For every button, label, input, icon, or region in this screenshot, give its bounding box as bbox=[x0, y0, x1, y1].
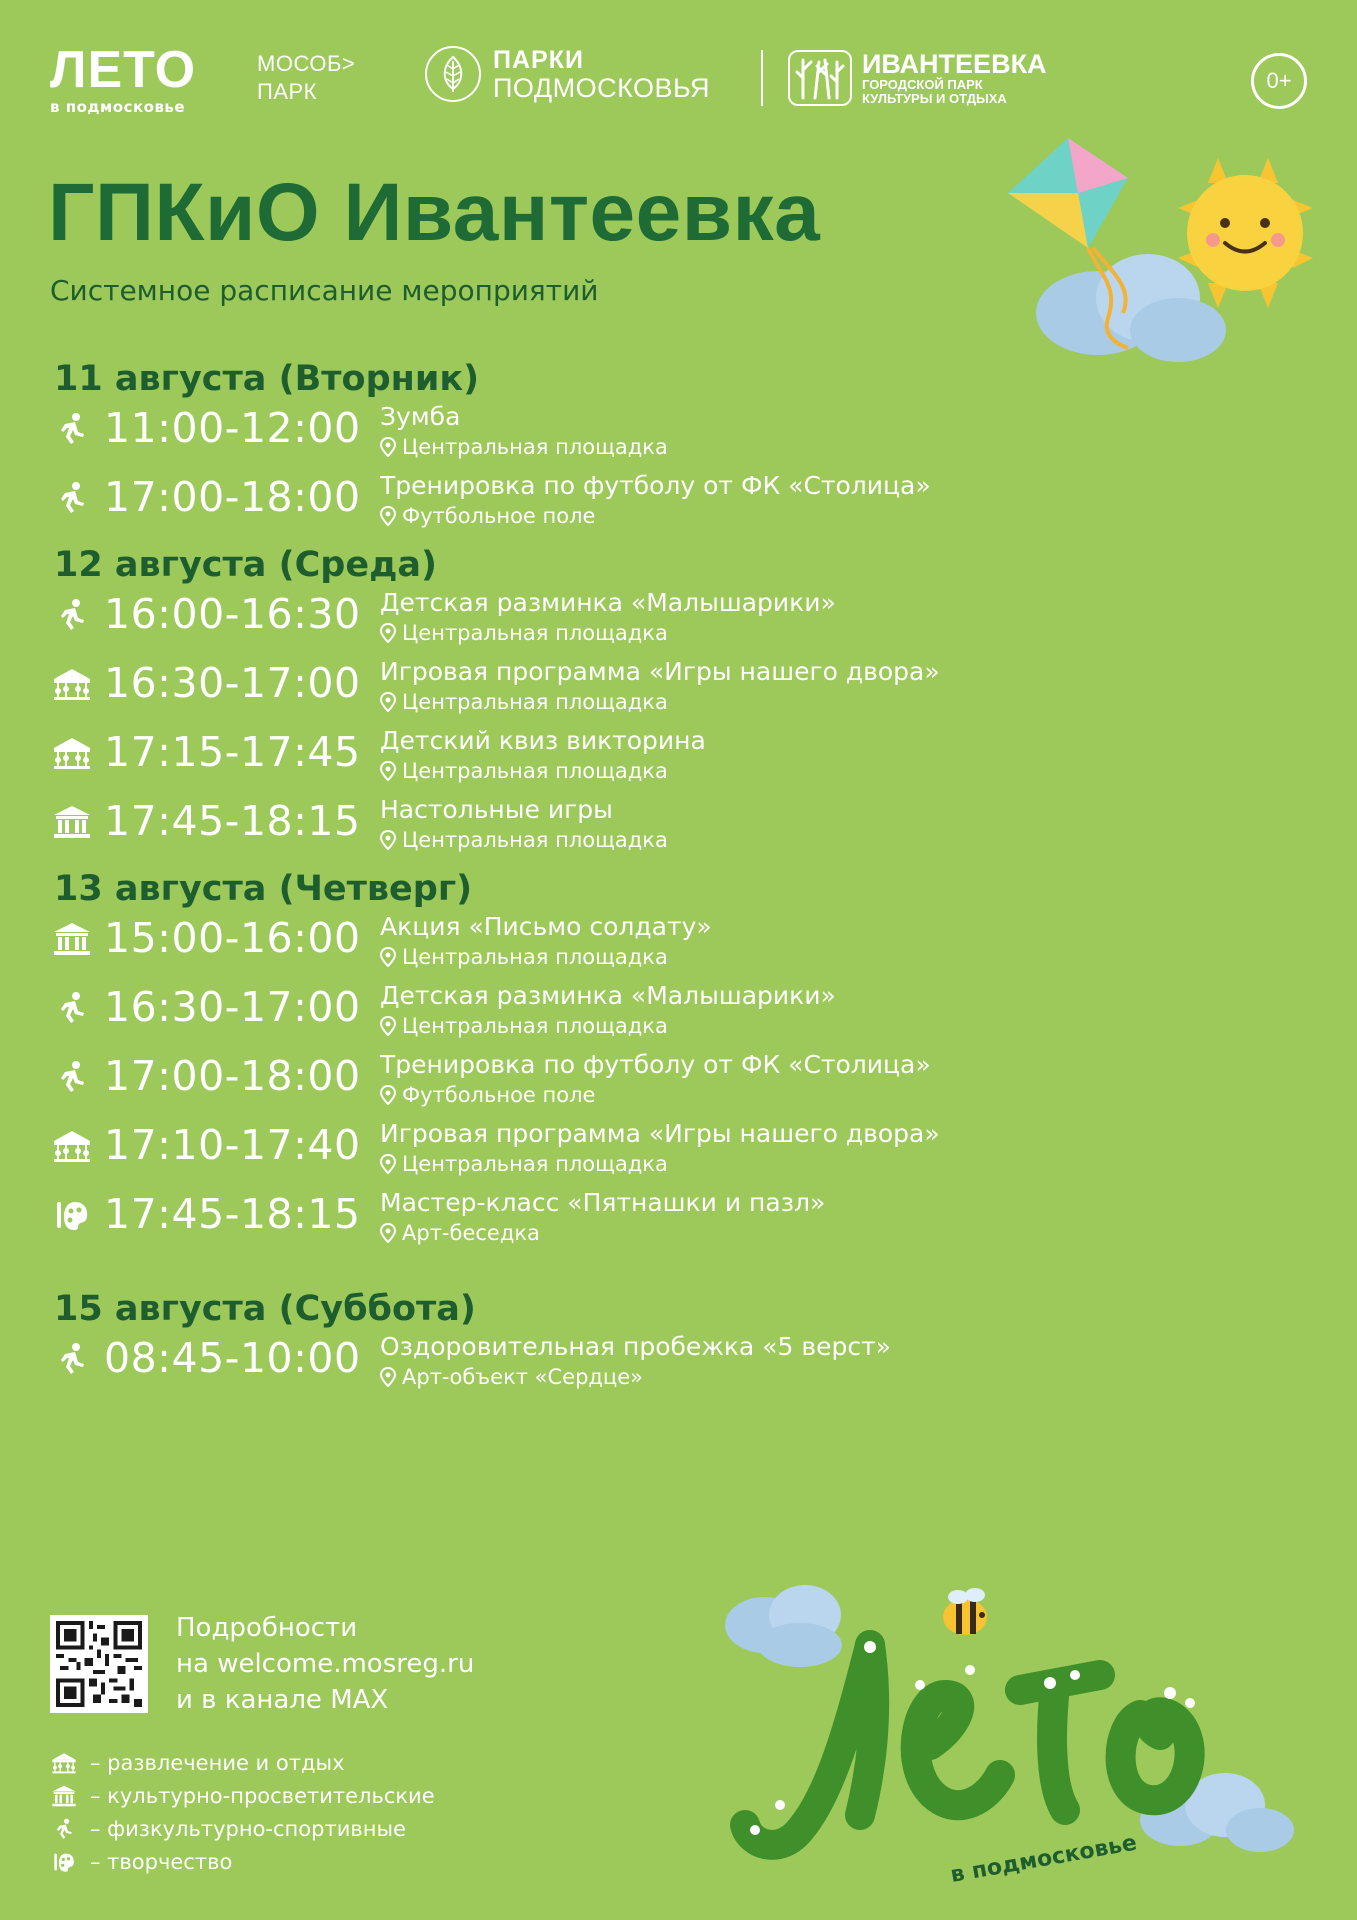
running-icon bbox=[50, 480, 94, 516]
bee-icon bbox=[943, 1588, 987, 1635]
parki-line1: ПАРКИ bbox=[493, 46, 584, 74]
event-place-text: Центральная площадка bbox=[402, 828, 668, 852]
location-pin-icon bbox=[380, 1085, 396, 1105]
event-place bbox=[380, 1083, 595, 1107]
event-time: 17:45-18:15 bbox=[104, 1190, 361, 1238]
carousel-icon bbox=[50, 666, 94, 702]
kite-sun-decoration bbox=[1008, 138, 1328, 368]
event-place bbox=[380, 828, 668, 852]
legend-item bbox=[48, 1845, 435, 1878]
event-row bbox=[50, 1051, 1050, 1120]
location-pin-icon bbox=[380, 1016, 396, 1036]
event-place-text: Футбольное поле bbox=[402, 504, 596, 528]
event-row bbox=[50, 589, 1050, 658]
event-place-text: Центральная площадка bbox=[402, 759, 668, 783]
location-pin-icon bbox=[380, 1223, 396, 1243]
day-section bbox=[50, 541, 1050, 865]
event-time: 08:45-10:00 bbox=[104, 1334, 361, 1382]
more-line2[interactable]: на welcome.mosreg.ru bbox=[176, 1649, 475, 1679]
leto-logo bbox=[50, 41, 197, 116]
event-row bbox=[50, 727, 1050, 796]
mosob-line2: ПАРК bbox=[257, 79, 317, 104]
carousel-icon bbox=[50, 1128, 94, 1164]
event-place bbox=[380, 435, 668, 459]
event-place bbox=[380, 1014, 668, 1038]
event-place-text: Центральная площадка bbox=[402, 435, 668, 459]
running-icon bbox=[48, 1817, 80, 1841]
sun-icon bbox=[1178, 158, 1313, 308]
legend-text: – творчество bbox=[90, 1849, 233, 1874]
event-place-text: Арт-беседка bbox=[402, 1221, 540, 1245]
event-row bbox=[50, 472, 1050, 541]
legend bbox=[48, 1746, 435, 1878]
event-place bbox=[380, 621, 668, 645]
event-place-text: Центральная площадка bbox=[402, 690, 668, 714]
event-place bbox=[380, 690, 668, 714]
event-time: 17:45-18:15 bbox=[104, 797, 361, 845]
day-title: 13 августа (Четверг) bbox=[54, 869, 473, 909]
parki-line2: ПОДМОСКОВЬЯ bbox=[493, 73, 711, 103]
event-time: 16:00-16:30 bbox=[104, 590, 361, 638]
event-row bbox=[50, 658, 1050, 727]
event-place bbox=[380, 945, 668, 969]
event-row bbox=[50, 1189, 1050, 1267]
location-pin-icon bbox=[380, 1154, 396, 1174]
legend-text: – культурно-просветительские bbox=[90, 1783, 435, 1808]
event-name: Тренировка по футболу от ФК «Столица» bbox=[380, 1050, 931, 1079]
qr-code-image bbox=[56, 1621, 142, 1707]
running-icon bbox=[50, 1059, 94, 1095]
event-time: 15:00-16:00 bbox=[104, 914, 361, 962]
event-time: 17:15-17:45 bbox=[104, 728, 361, 776]
event-time: 17:00-18:00 bbox=[104, 1052, 361, 1100]
carousel-icon bbox=[50, 735, 94, 771]
legend-text: – развлечение и отдых bbox=[90, 1750, 345, 1775]
day-section bbox=[50, 865, 1050, 1267]
parki-logo bbox=[425, 46, 710, 102]
legend-text: – физкультурно-спортивные bbox=[90, 1816, 406, 1841]
event-row bbox=[50, 913, 1050, 982]
location-pin-icon bbox=[380, 947, 396, 967]
museum-icon bbox=[48, 1784, 80, 1808]
page-subtitle: Системное расписание мероприятий bbox=[50, 274, 599, 307]
leto-logo-sub: в подмосковье bbox=[50, 98, 186, 116]
event-name: Акция «Письмо солдату» bbox=[380, 912, 712, 941]
event-place bbox=[380, 504, 595, 528]
legend-item bbox=[48, 1779, 435, 1812]
event-time: 16:30-17:00 bbox=[104, 983, 361, 1031]
event-place-text: Центральная площадка bbox=[402, 1014, 668, 1038]
event-time: 11:00-12:00 bbox=[104, 404, 361, 452]
location-pin-icon bbox=[380, 1367, 396, 1387]
running-icon bbox=[50, 597, 94, 633]
event-name: Настольные игры bbox=[380, 795, 613, 824]
event-place bbox=[380, 759, 668, 783]
day-section bbox=[50, 355, 1050, 541]
event-row bbox=[50, 1120, 1050, 1189]
location-pin-icon bbox=[380, 692, 396, 712]
event-time: 16:30-17:00 bbox=[104, 659, 361, 707]
event-name: Игровая программа «Игры нашего двора» bbox=[380, 657, 940, 686]
ivant-line3: КУЛЬТУРЫ И ОТДЫХА bbox=[862, 90, 1007, 106]
event-place-text: Центральная площадка bbox=[402, 621, 668, 645]
mosob-line1: МОСОБ> bbox=[257, 51, 356, 76]
event-name: Игровая программа «Игры нашего двора» bbox=[380, 1119, 940, 1148]
schedule bbox=[50, 355, 1050, 1402]
event-row bbox=[50, 403, 1050, 472]
event-time: 17:00-18:00 bbox=[104, 473, 361, 521]
event-row bbox=[50, 796, 1050, 865]
event-name: Оздоровительная пробежка «5 верст» bbox=[380, 1332, 891, 1361]
leto-grass-decoration bbox=[720, 1575, 1300, 1895]
event-place bbox=[380, 1221, 540, 1245]
day-title: 11 августа (Вторник) bbox=[54, 359, 480, 399]
leaf-icon bbox=[425, 46, 481, 102]
running-icon bbox=[50, 1341, 94, 1377]
location-pin-icon bbox=[380, 761, 396, 781]
legend-item bbox=[48, 1746, 435, 1779]
page-title: ГПКиО Ивантеевка bbox=[48, 167, 821, 258]
event-place bbox=[380, 1365, 643, 1389]
location-pin-icon bbox=[380, 623, 396, 643]
event-name: Детская разминка «Малышарики» bbox=[380, 981, 836, 1010]
more-line3: и в канале MAX bbox=[176, 1685, 389, 1715]
event-place-text: Футбольное поле bbox=[402, 1083, 596, 1107]
event-row bbox=[50, 1333, 1050, 1402]
header-divider bbox=[761, 50, 763, 106]
ivant-line1: ИВАНТЕЕВКА bbox=[862, 48, 1047, 79]
more-info bbox=[176, 1610, 474, 1718]
age-rating-badge: 0+ bbox=[1251, 53, 1307, 109]
more-line1: Подробности bbox=[176, 1613, 358, 1643]
grass-lettering bbox=[745, 1645, 1190, 1845]
legend-item bbox=[48, 1812, 435, 1845]
running-icon bbox=[50, 411, 94, 447]
trees-icon bbox=[788, 50, 852, 106]
museum-icon bbox=[50, 921, 94, 957]
running-icon bbox=[50, 990, 94, 1026]
qr-code[interactable] bbox=[50, 1615, 148, 1713]
event-place-text: Центральная площадка bbox=[402, 1152, 668, 1176]
day-title: 15 августа (Суббота) bbox=[54, 1289, 476, 1329]
day-section bbox=[50, 1285, 1050, 1402]
mosobpark-logo bbox=[257, 50, 355, 106]
carousel-icon bbox=[48, 1751, 80, 1775]
event-place-text: Центральная площадка bbox=[402, 945, 668, 969]
event-name: Мастер-класс «Пятнашки и пазл» bbox=[380, 1188, 826, 1217]
event-place-text: Арт-объект «Сердце» bbox=[402, 1365, 643, 1389]
leto-logo-text: ЛЕТО bbox=[50, 41, 197, 99]
palette-icon bbox=[48, 1850, 80, 1874]
event-name: Тренировка по футболу от ФК «Столица» bbox=[380, 471, 931, 500]
location-pin-icon bbox=[380, 437, 396, 457]
cloud-icon bbox=[1036, 254, 1226, 362]
location-pin-icon bbox=[380, 506, 396, 526]
header bbox=[50, 41, 1307, 119]
leto-decor-sub: в подмосковье bbox=[948, 1830, 1139, 1888]
ivant-line2: ГОРОДСКОЙ ПАРК bbox=[862, 76, 983, 92]
palette-icon bbox=[50, 1197, 94, 1233]
event-place bbox=[380, 1152, 668, 1176]
event-name: Детская разминка «Малышарики» bbox=[380, 588, 836, 617]
day-title: 12 августа (Среда) bbox=[54, 545, 437, 585]
event-name: Детский квиз викторина bbox=[380, 726, 706, 755]
museum-icon bbox=[50, 804, 94, 840]
ivanteevka-logo bbox=[788, 50, 1047, 106]
location-pin-icon bbox=[380, 830, 396, 850]
event-row bbox=[50, 982, 1050, 1051]
event-name: Зумба bbox=[380, 402, 461, 431]
event-time: 17:10-17:40 bbox=[104, 1121, 361, 1169]
cloud-icon bbox=[725, 1585, 842, 1667]
